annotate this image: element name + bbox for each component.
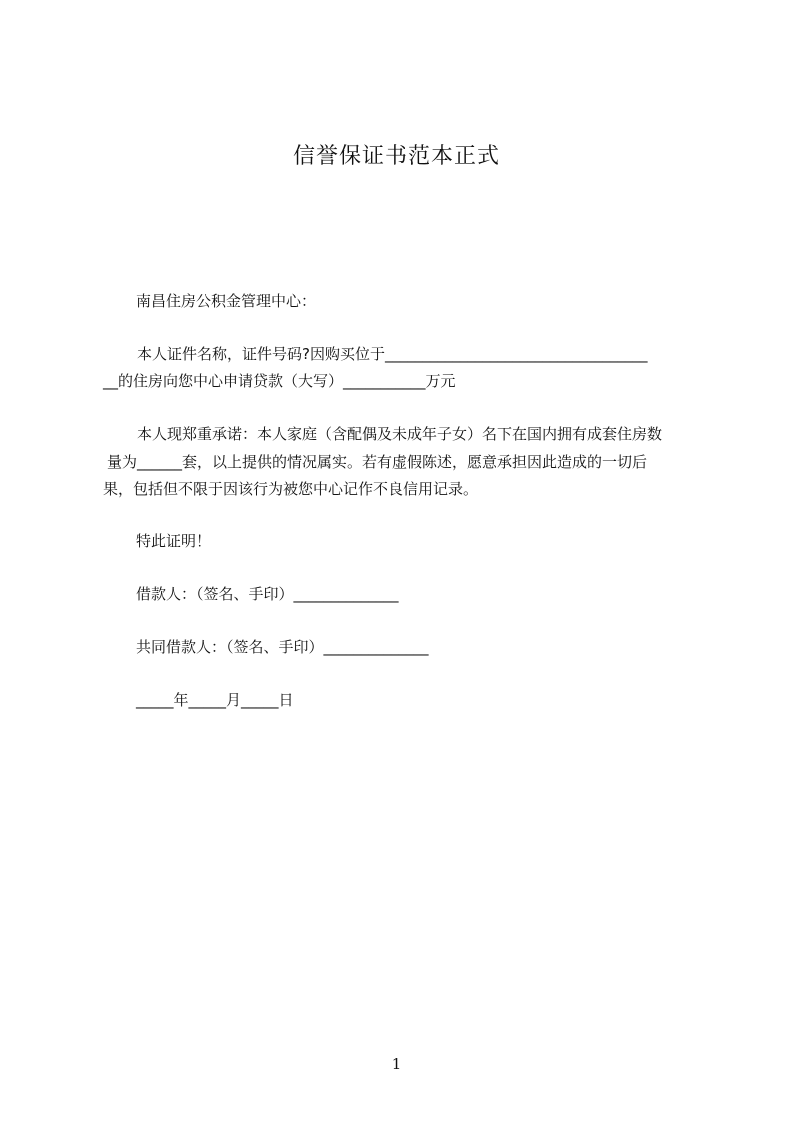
date-line: _____年_____月_____日 [136,691,294,709]
promise-line-3: 果，包括但不限于因该行为被您中心记作不良信用记录。 [103,480,479,498]
borrower-signature-line: 借款人：（签名、手印）______________ [136,585,399,603]
statement-line-1: 本人证件名称，证件号码?因购买位于___________________________________ [137,345,648,363]
salutation: 南昌住房公积金管理中心： [136,292,317,310]
co-borrower-signature-line: 共同借款人：（签名、手印）______________ [136,638,429,656]
certify-text: 特此证明！ [136,532,212,550]
promise-line-2: 量为______套，以上提供的情况属实。若有虚假陈述，愿意承担因此造成的一切后 [107,453,648,471]
page-number: 1 [391,1055,402,1073]
promise-line-1: 本人现郑重承诺：本人家庭（含配偶及未成年子女）名下在国内拥有成套住房数 [137,425,663,443]
statement-line-2: __的住房向您中心申请贷款（大写）___________万元 [103,372,456,390]
document-title: 信誉保证书范本正式 [292,144,500,169]
